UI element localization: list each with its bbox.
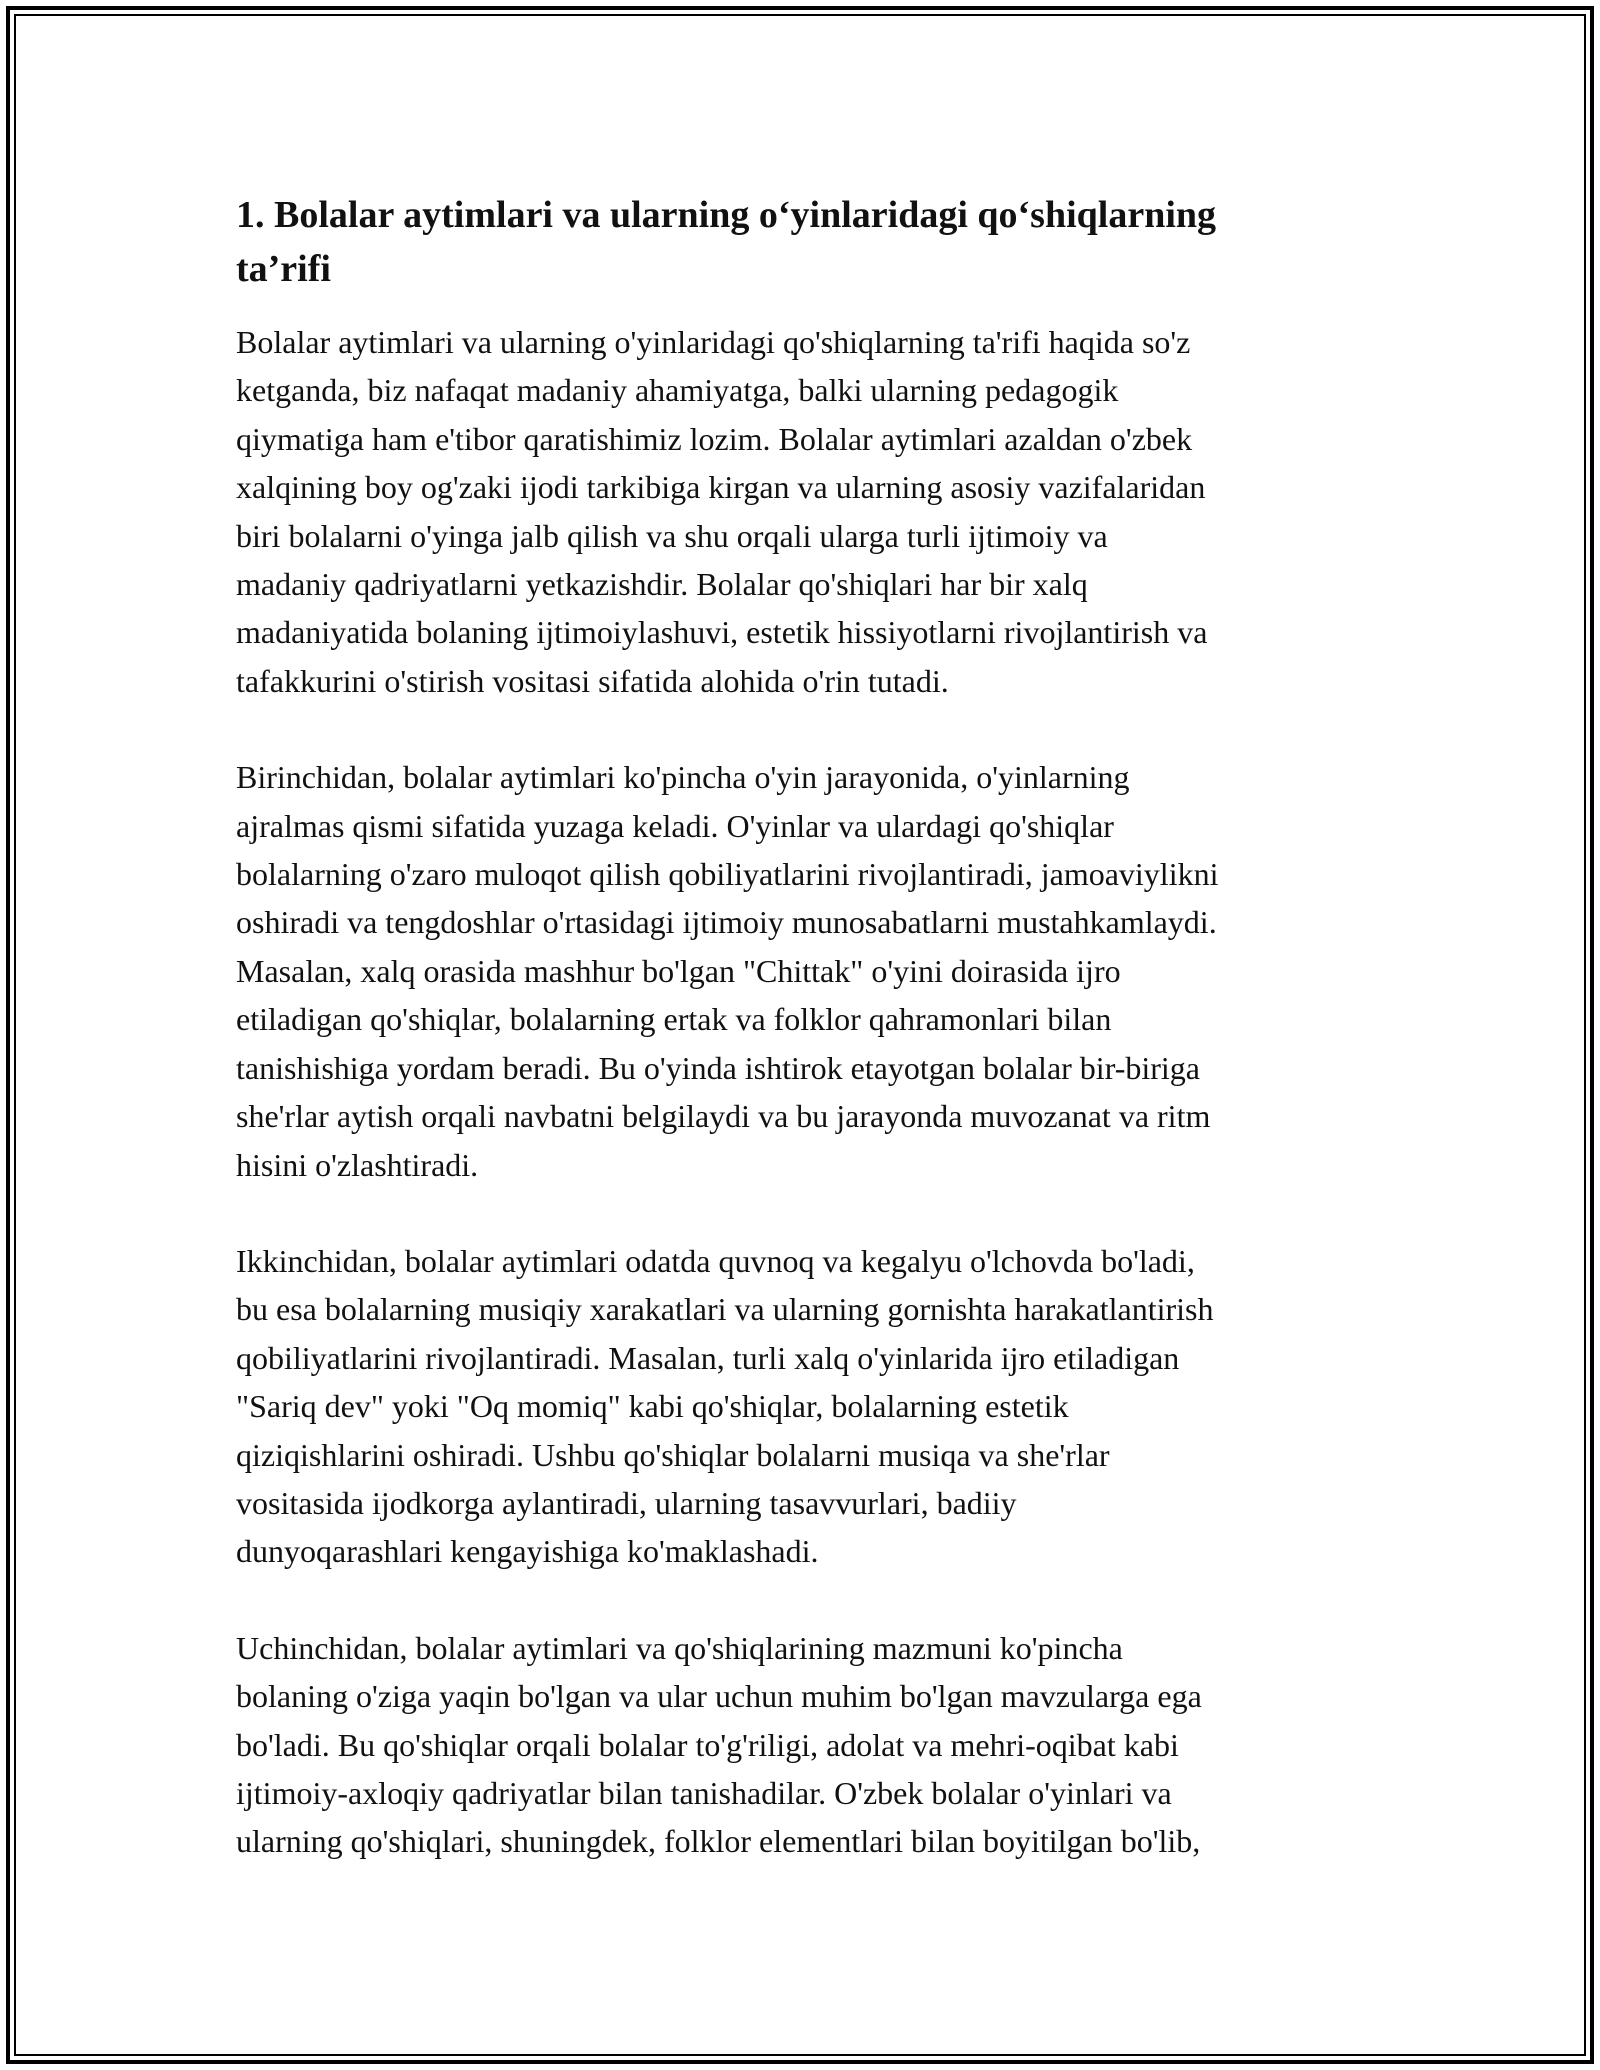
text-line: xalqining boy og'zaki ijodi tarkibiga kirgan va ularning asosiy vazifalaridan — [236, 469, 1206, 506]
text-line: bolaning o'ziga yaqin bo'lgan va ular uchun muhim bo'lgan mavzularga ega — [236, 1678, 1202, 1715]
text-line: Masalan, xalq orasida mashhur bo'lgan "Chittak" o'yini doirasida ijro — [236, 952, 1121, 989]
text-line: Ikkinchidan, bolalar aytimlari odatda quvnoq va kegalyu o'lchovda bo'ladi, — [236, 1242, 1195, 1279]
text-line: Birinchidan, bolalar aytimlari ko'pincha o'yin jarayonida, o'yinlarning — [236, 759, 1130, 796]
text-line: etiladigan qo'shiqlar, bolalarning ertak va folklor qahramonlari bilan — [236, 1001, 1112, 1038]
text-line: she'rlar aytish orqali navbatni belgilaydi va bu jarayonda muvozanat va ritm — [236, 1098, 1211, 1135]
paragraph-intro — [236, 318, 1366, 705]
text-line: bo'ladi. Bu qo'shiqlar orqali bolalar to'g'riligi, adolat va mehri-oqibat kabi — [236, 1726, 1179, 1763]
text-line: hisini o'zlashtiradi. — [236, 1146, 479, 1183]
text-line: qiziqishlarini oshiradi. Ushbu qo'shiqlar bolalarni musiqa va she'rlar — [236, 1436, 1110, 1473]
text-line: bolalarning o'zaro muloqot qilish qobiliyatlarini rivojlantiradi, jamoaviylikni — [236, 856, 1219, 893]
text-line: tanishishiga yordam beradi. Bu o'yinda ishtirok etayotgan bolalar bir-biriga — [236, 1049, 1200, 1086]
text-line: ijtimoiy-axloqiy qadriyatlar bilan tanishadilar. O'zbek bolalar o'yinlari va — [236, 1774, 1172, 1811]
text-line: ketganda, biz nafaqat madaniy ahamiyatga, balki ularning pedagogik — [236, 372, 1119, 409]
document-body — [236, 188, 1366, 1914]
text-line: tafakkurini o'stirish vositasi sifatida alohida o'rin tutadi. — [236, 662, 949, 699]
paragraph-second-point — [236, 1237, 1366, 1576]
text-line: ularning qo'shiqlari, shuningdek, folklor elementlari bilan boyitilgan bo'lib, — [236, 1823, 1201, 1860]
text-line: Uchinchidan, bolalar aytimlari va qo'shiqlarining mazmuni ko'pincha — [236, 1629, 1123, 1666]
text-line: madaniyatida bolaning ijtimoiylashuvi, estetik hissiyotlarni rivojlantirish va — [236, 614, 1208, 651]
text-line: "Sariq dev" yoki "Oq momiq" kabi qo'shiqlar, bolalarning estetik — [236, 1388, 1069, 1425]
text-line: biri bolalarni o'yinga jalb qilish va shu orqali ularga turli ijtimoiy va — [236, 517, 1108, 554]
heading-line: 1. Bolalar aytimlari va ularning o‘yinlaridagi qo‘shiqlarning — [236, 194, 1217, 236]
text-line: oshiradi va tengdoshlar o'rtasidagi ijtimoiy munosabatlarni mustahkamlaydi. — [236, 904, 1217, 941]
text-line: madaniy qadriyatlarni yetkazishdir. Bolalar qo'shiqlari har bir xalq — [236, 566, 1088, 603]
text-line: ajralmas qismi sifatida yuzaga keladi. O'yinlar va ulardagi qo'shiqlar — [236, 807, 1114, 844]
text-line: vositasida ijodkorga aylantiradi, ularning tasavvurlari, badiiy — [236, 1484, 1017, 1521]
text-line: bu esa bolalarning musiqiy xarakatlari va ularning gornishta harakatlantirish — [236, 1291, 1214, 1328]
paragraph-first-point — [236, 753, 1366, 1189]
heading-line: ta’rifi — [236, 248, 331, 290]
text-line: qobiliyatlarini rivojlantiradi. Masalan, turli xalq o'yinlarida ijro etiladigan — [236, 1339, 1180, 1376]
text-line: dunyoqarashlari kengayishiga ko'maklashadi. — [236, 1533, 819, 1570]
paragraph-third-point — [236, 1624, 1366, 1866]
text-line: qiymatiga ham e'tibor qaratishimiz lozim. Bolalar aytimlari azaldan o'zbek — [236, 420, 1193, 457]
text-line: Bolalar aytimlari va ularning o'yinlaridagi qo'shiqlarning ta'rifi haqida so'z — [236, 324, 1191, 360]
section-heading — [236, 188, 1366, 296]
